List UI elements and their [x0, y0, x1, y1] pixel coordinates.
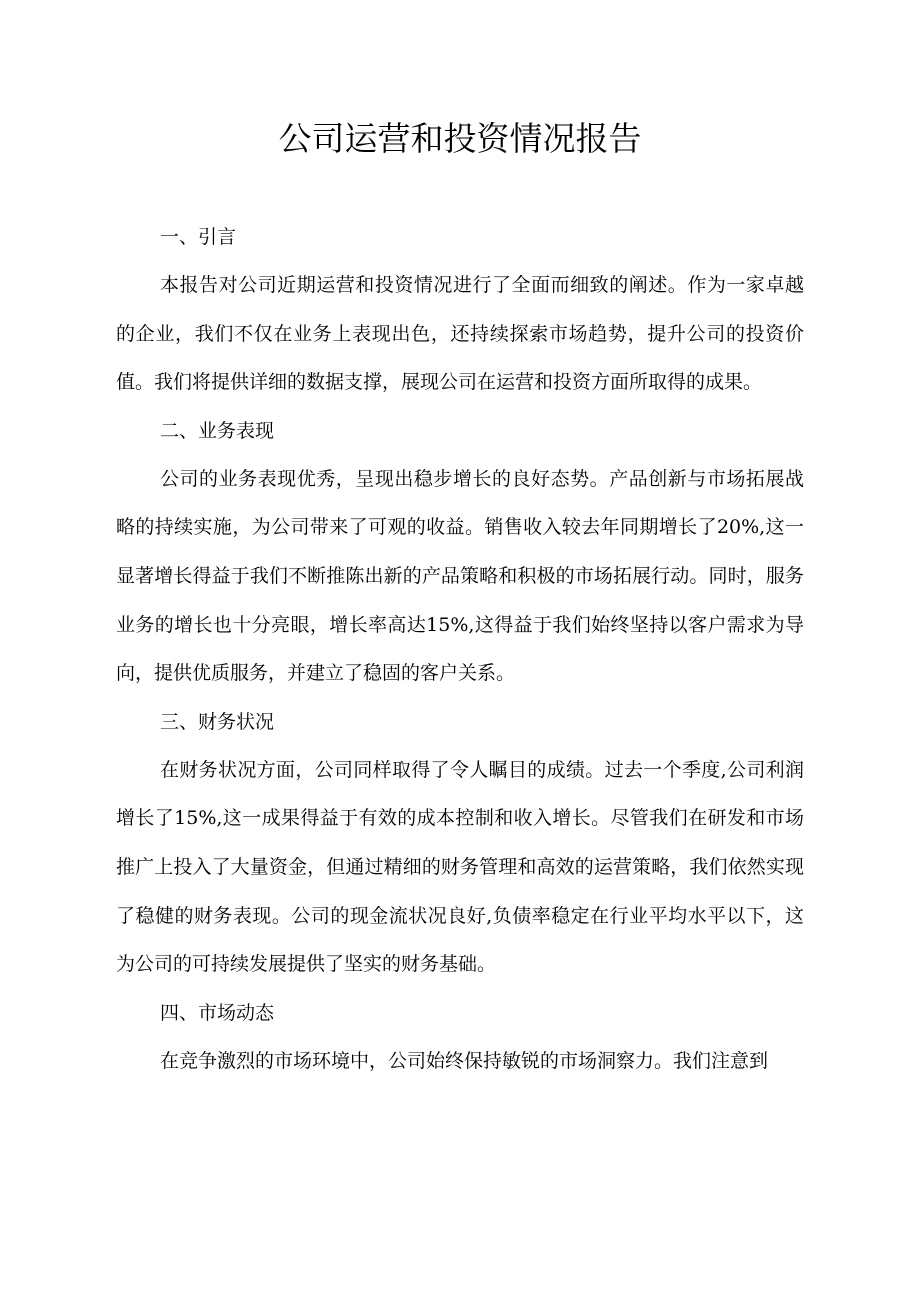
section-paragraph: 本报告对公司近期运营和投资情况进行了全面而细致的阐述。作为一家卓越的企业，我们不仅在业务上表现出色，还持续探索市场趋势，提升公司的投资价值。我们将提供详细的数据支撑，展现公司在运营和投资方面所取得的成果。 — [116, 274, 804, 394]
section-heading: 三、财务状况 — [160, 710, 275, 733]
section-financial-status — [116, 698, 804, 989]
section-introduction — [116, 213, 804, 407]
section-market-dynamics — [116, 989, 804, 1086]
section-paragraph: 在财务状况方面，公司同样取得了令人瞩目的成绩。过去一个季度,公司利润增长了15%,这一成果得益于有效的成本控制和收入增长。尽管我们在研发和市场推广上投入了大量资金，但通过精细的财务管理和高效的运营策略，我们依然实现了稳健的财务表现。公司的现金流状况良好,负债率稳定在行业平均水平以下，这为公司的可持续发展提供了坚实的财务基础。 — [116, 758, 804, 976]
section-heading: 四、市场动态 — [160, 1001, 275, 1024]
section-paragraph: 在竞争激烈的市场环境中，公司始终保持敏锐的市场洞察力。我们注意到 — [160, 1049, 769, 1072]
section-business-performance — [116, 407, 804, 698]
section-paragraph: 公司的业务表现优秀，呈现出稳步增长的良好态势。产品创新与市场拓展战略的持续实施，为公司带来了可观的收益。销售收入较去年同期增长了20%,这一显著增长得益于我们不断推陈出新的产品策略和积极的市场拓展行动。同时，服务业务的增长也十分亮眼，增长率高达15%,这得益于我们始终坚持以客户需求为导向，提供优质服务，并建立了稳固的客户关系。 — [116, 467, 804, 685]
document-title: 公司运营和投资情况报告 — [278, 119, 642, 158]
section-heading: 一、引言 — [160, 226, 237, 248]
document-body — [116, 213, 804, 1085]
section-heading: 二、业务表现 — [160, 419, 275, 442]
